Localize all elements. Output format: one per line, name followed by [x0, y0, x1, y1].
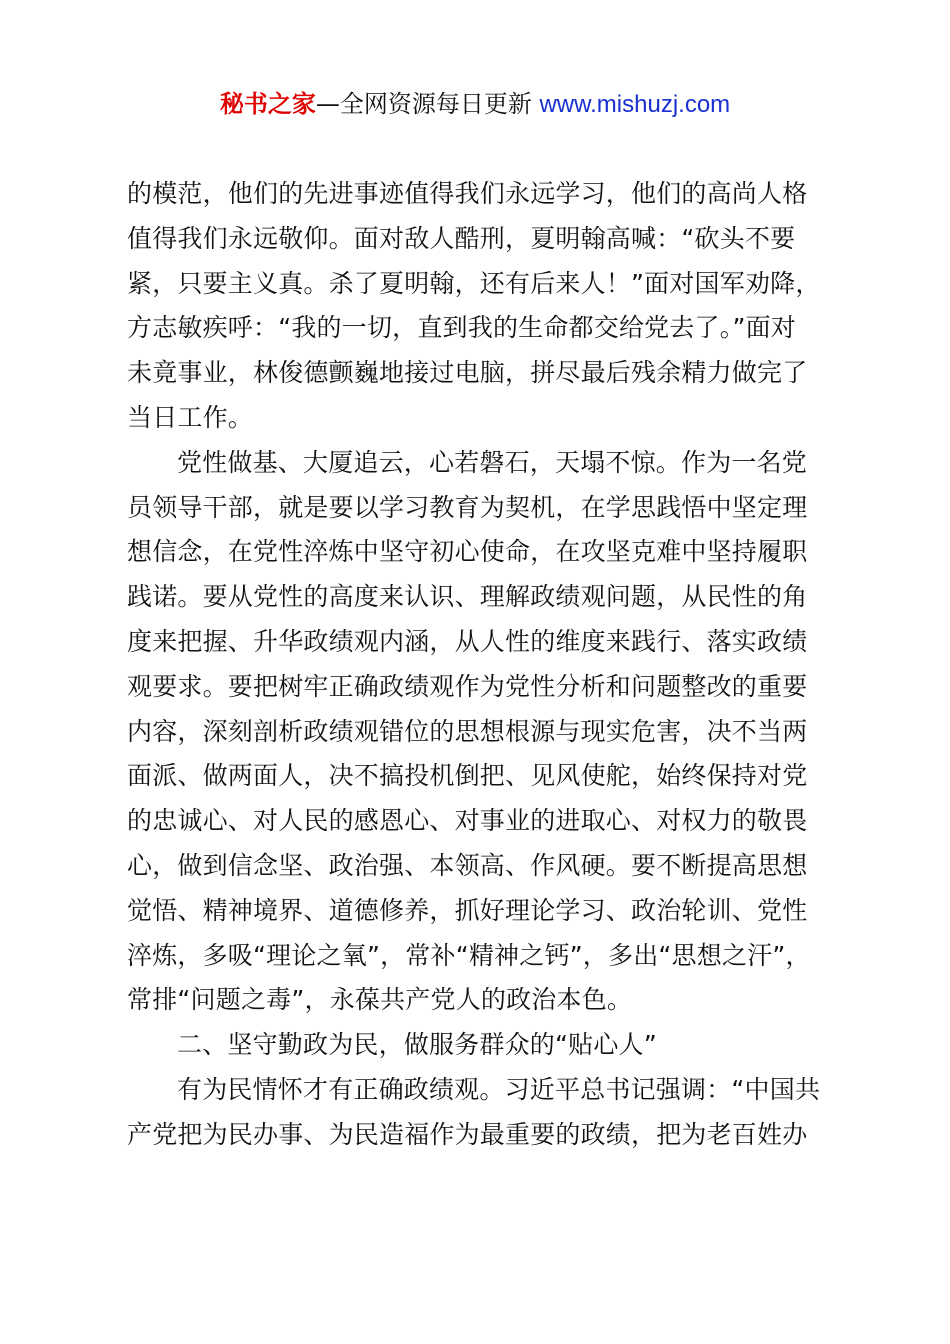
text-line: 内容，深刻剖析政绩观错位的思想根源与现实危害，决不当两	[127, 716, 808, 746]
text-line: 产党把为民办事、为民造福作为最重要的政绩，把为老百姓办	[127, 1119, 808, 1149]
text-line: 度来把握、升华政绩观内涵，从人性的维度来践行、落实政绩	[127, 626, 808, 656]
text-line: 面派、做两面人，决不搞投机倒把、见风使舵，始终保持对党	[127, 761, 808, 791]
text-line: 未竟事业，林俊德颤巍地接过电脑，拼尽最后残余精力做完了	[127, 358, 808, 388]
text-line: 方志敏疾呼：“我的一切，直到我的生命都交给党去了。”面对	[127, 313, 797, 343]
text-line: 常排“问题之毒”，永葆共产党人的政治本色。	[127, 985, 633, 1015]
text-line: 值得我们永远敬仰。面对敌人酷刑，夏明翰高喊：“砍头不要	[127, 223, 796, 253]
text-line: 想信念，在党性淬炼中坚守初心使命，在攻坚克难中坚持履职	[127, 537, 808, 567]
text-line: 觉悟、精神境界、道德修养，抓好理论学习、政治轮训、党性	[127, 895, 808, 925]
text-line: 有为民情怀才有正确政绩观。习近平总书记强调：“中国共	[177, 1074, 821, 1104]
text-line: 的模范，他们的先进事迹值得我们永远学习，他们的高尚人格	[127, 179, 808, 208]
site-brand: 秘书之家	[219, 90, 316, 118]
text-line: 淬炼，多吸“理论之氧”，常补“精神之钙”，多出“思想之汗”，	[127, 940, 811, 970]
text-line: 的忠诚心、对人民的感恩心、对事业的进取心、对权力的敬畏	[127, 806, 808, 836]
text-line: 当日工作。	[127, 402, 254, 432]
document-body	[127, 172, 831, 1158]
text-line: 员领导干部，就是要以学习教育为契机，在学思践悟中坚定理	[127, 492, 808, 522]
page-header	[0, 86, 950, 123]
text-line: 心，做到信念坚、政治强、本领高、作风硬。要不断提高思想	[127, 850, 808, 880]
site-url[interactable]: www.mishuzj.com	[539, 91, 731, 118]
text-line: 紧，只要主义真。杀了夏明翰，还有后来人！”面对国军劝降，	[127, 268, 821, 298]
site-tagline: —全网资源每日更新	[315, 90, 540, 118]
text-line: 践诺。要从党性的高度来认识、理解政绩观问题，从民性的角	[127, 582, 808, 612]
section-heading: 二、坚守勤政为民，做服务群众的“贴心人”	[177, 1030, 657, 1060]
text-line: 观要求。要把树牢正确政绩观作为党性分析和问题整改的重要	[127, 671, 808, 701]
text-line: 党性做基、大厦追云，心若磐石，天塌不惊。作为一名党	[177, 447, 808, 477]
